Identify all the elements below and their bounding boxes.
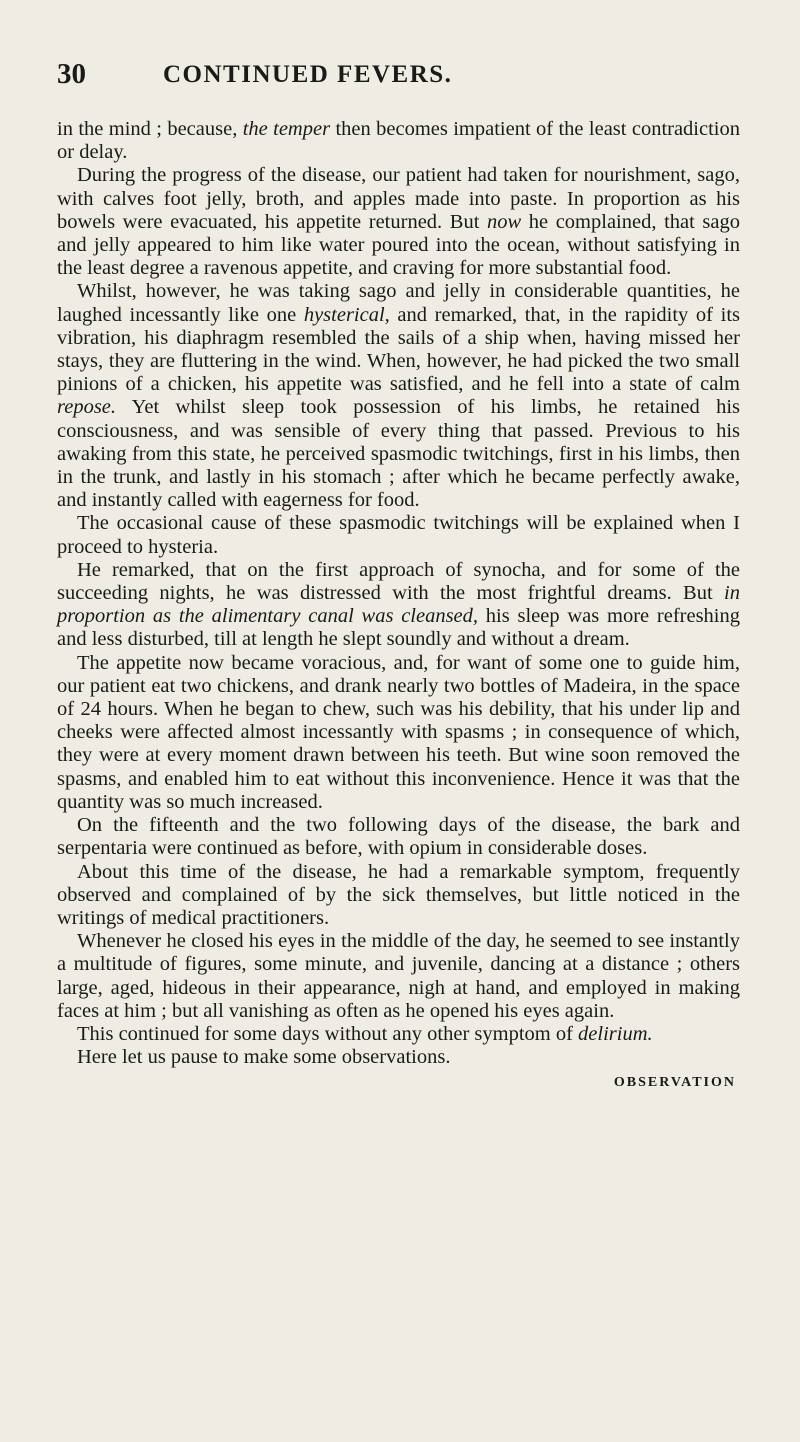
paragraph-2: During the progress of the disease, our patient had taken for nourishment, sago, with calves foot jelly, broth, and apples made into paste. In proportion as his bowels were evacuated, his appetite returned. But now he complained, that sago and jelly appeared to him like water poured into the ocean, without satisfying in the least degree a ravenous appetite, and craving for more substantial food. (57, 164, 740, 280)
paragraph-10: This continued for some days without any other symptom of delirium. (77, 1022, 653, 1045)
paragraph-6: The appetite now became voracious, and, for want of some one to guide him, our patient eat two chickens, and drank nearly two bottles of Madeira, in the space of 24 hours. When he began to chew, such was his debility, that his under lip and cheeks were affected almost incessantly with spasms ; in consequence of which, they were at every moment drawn between his teeth. But wine soon removed the spasms, and enabled him to eat without this inconvenience. Hence it was that the quantity was so much increased. (57, 651, 740, 813)
paragraph-3: Whilst, however, he was taking sago and jelly in considerable quantities, he laughed incessantly like one hysterical, and remarked, that, in the rapidity of its vibration, his diaphragm resembled the sails of a ship when, having missed her stays, they are fluttering in the wind. When, however, he had picked the two small pinions of a chicken, his appetite was satisfied, and he fell into a state of calm repose. Yet whilst sleep took possession of his limbs, he retained his consciousness, and was sensible of every thing that passed. Previous to his awaking from this state, he perceived spasmodic twitchings, first in his limbs, then in the trunk, and lastly in his stomach ; after which he became perfectly awake, and instantly called with eagerness for food. (57, 280, 740, 512)
page-header (57, 58, 740, 118)
paragraph-8: About this time of the disease, he had a remarkable symptom, frequently observed and complained of by the sick themselves, but little noticed in the writings of medical practitioners. (57, 860, 740, 929)
page-number: 30 (57, 58, 86, 90)
catchword: OBSERVATION (613, 1075, 736, 1091)
paragraph-4: The occasional cause of these spasmodic twitchings will be explained when I proceed to hysteria. (57, 512, 740, 558)
paragraph-9: Whenever he closed his eyes in the middle of the day, he seemed to see instantly a multitude of figures, some minute, and juvenile, dancing at a distance ; others large, aged, hideous in their appearance, nigh at hand, and employed in making faces at him ; but all vanishing as often as he opened his eyes again. (57, 930, 740, 1022)
paragraph-11: Here let us pause to make some observations. (77, 1046, 451, 1069)
paragraph-5: He remarked, that on the first approach of synocha, and for some of the succeeding nights, he was distressed with the most frightful dreams. But in proportion as the alimentary canal was cleansed, his sleep was more refreshing and less disturbed, till at length he slept soundly and without a dream. (57, 558, 741, 651)
paragraph-7: On the fifteenth and the two following days of the disease, the bark and serpentaria were continued as before, with opium in considerable doses. (57, 814, 740, 860)
paragraph-1: in the mind ; because, the temper then becomes impatient of the least contradiction or delay. (57, 118, 740, 164)
body-text (57, 118, 740, 1069)
running-head: CONTINUED FEVERS. (163, 61, 453, 88)
